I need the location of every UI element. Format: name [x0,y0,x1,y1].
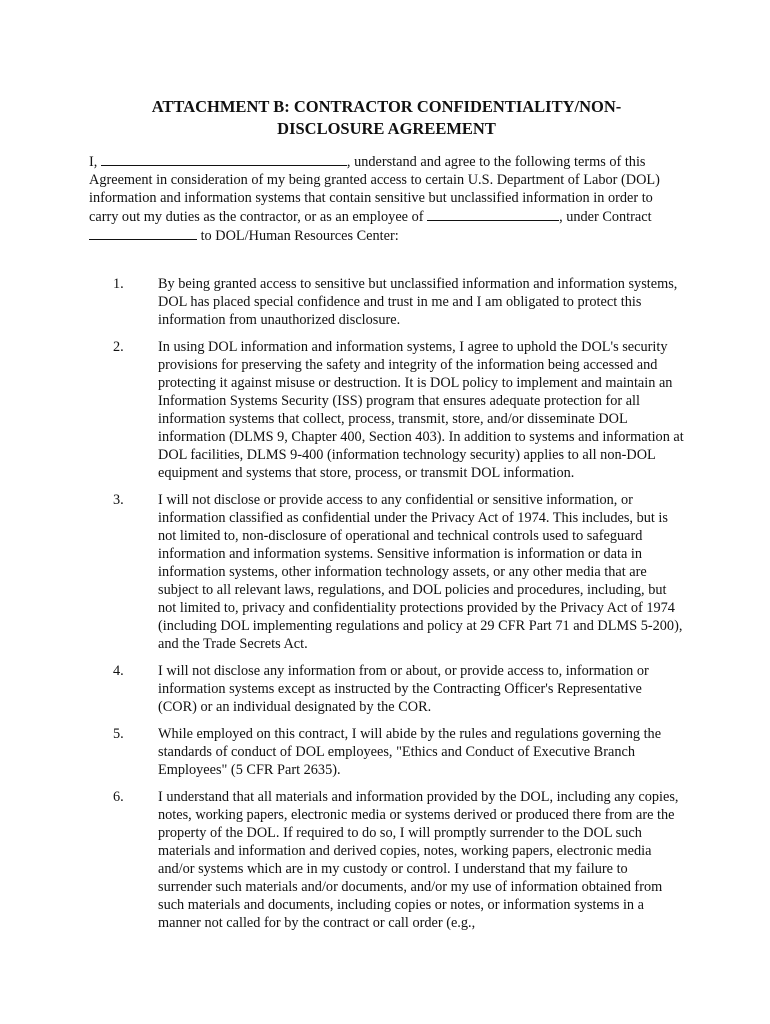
document-title [89,96,684,140]
item-text: I will not disclose or provide access to any confidential or sensitive information, or information classified as confidential under the Privacy Act of 1974. This includes, but is not limited to, non-disclosure of operational and technical controls used to safeguard information and information systems. Sensitive information is information or data in information systems, other information technology assets, or any other media that are subject to all relevant laws, regulations, and DOL policies and procedures, including, but not limited to, privacy and confidentiality protections provided by the Privacy Act of 1974 (including DOL implementing regulations and policy at 29 CFR Part 71 and DLMS 5-200), and the Trade Secrets Act. [158,492,683,652]
item-number: 5. [113,726,124,742]
intro-text-1: I, [89,154,101,170]
list-item [89,491,684,653]
item-number: 4. [113,663,124,679]
item-text: I will not disclose any information from or about, or provide access to, information or information systems except as instructed by the Contracting Officer's Representative (COR) or an individual designated by the COR. [158,663,649,715]
list-item [89,338,684,482]
contract-number-blank-field[interactable] [89,226,197,240]
item-number: 3. [113,492,124,508]
employer-blank-field[interactable] [427,207,559,221]
item-number: 2. [113,339,124,355]
document-page [89,96,684,941]
title-line-2: DISCLOSURE AGREEMENT [277,119,496,138]
item-number: 1. [113,276,124,292]
item-text: In using DOL information and information systems, I agree to uphold the DOL's security provisions for preserving the safety and integrity of the information being accessed and protecting it against misuse or destruction. It is DOL policy to implement and maintain an Information Systems Security (ISS) program that ensures adequate protection for all information systems that collect, process, transmit, store, and/or disseminate DOL information (DLMS 9, Chapter 400, Section 403). In addition to systems and information at DOL facilities, DLMS 9-400 (information technology security) applies to all non-DOL equipment and systems that store, process, or transmit DOL information. [158,339,684,481]
list-item [89,275,684,329]
terms-list [89,275,684,932]
list-item [89,662,684,716]
item-text: While employed on this contract, I will abide by the rules and regulations governing the standards of conduct of DOL employees, "Ethics and Conduct of Executive Branch Employees" (5 CFR Part 2635). [158,726,662,778]
item-text: By being granted access to sensitive but unclassified information and information systems, DOL has placed special confidence and trust in me and I am obligated to protect this information from unauthorized disclosure. [158,276,678,328]
item-number: 6. [113,789,124,805]
intro-text-3: , under Contract [559,209,652,225]
name-blank-field[interactable] [101,152,347,166]
item-text: I understand that all materials and information provided by the DOL, including any copies, notes, working papers, electronic media or systems derived or produced there from are the property of the DOL. If required to do so, I will promptly surrender to the DOL such materials and information and derived copies, notes, working papers, electronic media and/or systems which are in my custody or control. I understand that my failure to surrender such materials and/or documents, and/or my use of information obtained from such materials and documents, including copies or notes, or information systems in a manner not called for by the contract or call order (e.g., [158,789,679,931]
title-line-1: ATTACHMENT B: CONTRACTOR CONFIDENTIALITY/NON- [151,97,622,116]
list-item [89,725,684,779]
intro-text-2: , understand and agree to the following terms of this Agreement in consideration of my being granted access to certain U.S. Department of Labor (DOL) information and information systems that contain sensitive but unclassified information in order to carry out my duties as the contractor, or as an employee of [89,154,660,225]
intro-paragraph [89,152,684,245]
intro-text-4: to DOL/Human Resources Center: [197,228,399,244]
list-item [89,788,684,932]
